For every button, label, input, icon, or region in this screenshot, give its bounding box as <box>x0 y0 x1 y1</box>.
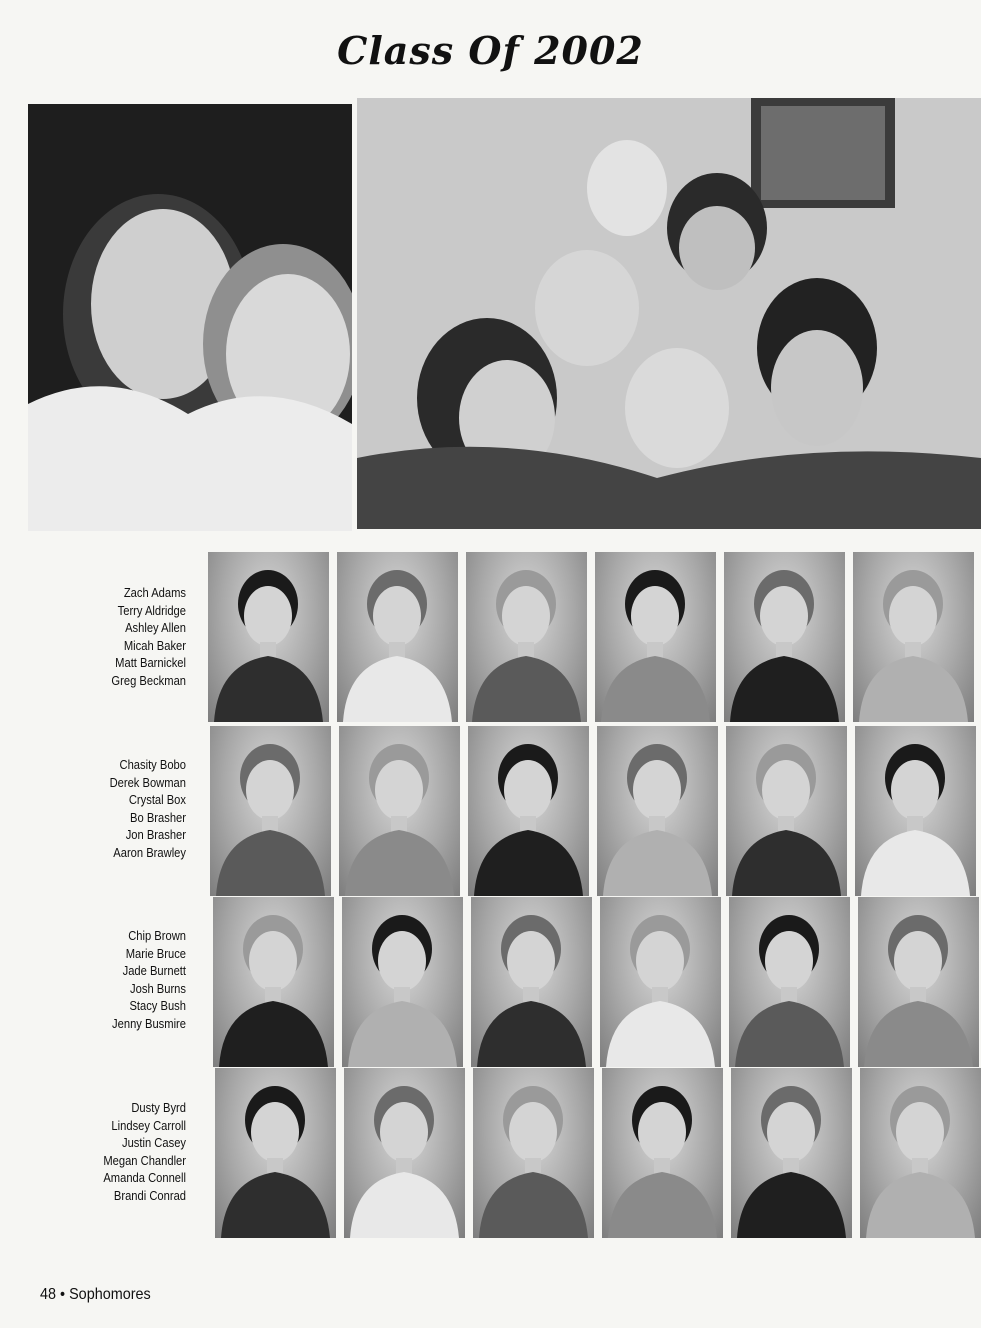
student-portrait <box>208 552 329 722</box>
student-portrait <box>729 897 850 1067</box>
student-portrait <box>342 897 463 1067</box>
student-name: Crystal Box <box>128 792 186 808</box>
student-name: Josh Burns <box>130 980 186 996</box>
names-row-3 <box>78 927 186 1033</box>
student-name: Greg Beckman <box>111 672 186 688</box>
student-name: Derek Bowman <box>109 774 186 790</box>
names-row-2 <box>78 756 186 862</box>
student-name: Jon Brasher <box>125 827 186 843</box>
student-name: Amanda Connell <box>103 1170 186 1186</box>
student-portrait <box>853 552 974 722</box>
student-portrait <box>726 726 847 896</box>
student-name: Chasity Bobo <box>119 757 186 772</box>
student-portrait <box>466 552 587 722</box>
page-footer <box>40 1286 151 1304</box>
student-portrait <box>344 1068 465 1238</box>
page-number: 48 <box>40 1286 57 1303</box>
names-row-4 <box>78 1099 186 1205</box>
student-portrait <box>468 726 589 896</box>
section-name: Sophomores <box>69 1286 151 1303</box>
student-portrait <box>213 897 334 1067</box>
student-name: Zach Adams <box>123 585 186 600</box>
bullet-separator: • <box>60 1286 66 1303</box>
student-portrait <box>602 1068 723 1238</box>
candid-photo-group <box>357 98 981 529</box>
student-name: Jenny Busmire <box>112 1015 186 1031</box>
student-portrait <box>337 552 458 722</box>
student-portrait <box>855 726 976 896</box>
student-name: Chip Brown <box>128 928 186 943</box>
student-name: Bo Brasher <box>130 809 186 825</box>
student-name: Justin Casey <box>121 1135 186 1151</box>
student-portrait <box>600 897 721 1067</box>
student-portrait <box>595 552 716 722</box>
student-name: Micah Baker <box>123 637 186 653</box>
student-name: Ashley Allen <box>125 620 186 636</box>
candid-photo-two-girls <box>28 104 352 531</box>
student-portrait <box>597 726 718 896</box>
student-portrait <box>858 897 979 1067</box>
page-title: Class Of 2002 <box>337 28 644 73</box>
student-portrait <box>731 1068 852 1238</box>
student-portrait <box>724 552 845 722</box>
student-name: Lindsey Carroll <box>111 1117 186 1133</box>
student-name: Terry Aldridge <box>117 602 186 618</box>
student-portrait <box>339 726 460 896</box>
student-name: Brandi Conrad <box>113 1187 186 1203</box>
student-name: Stacy Bush <box>129 998 186 1014</box>
student-portrait <box>210 726 331 896</box>
student-name: Jade Burnett <box>122 963 186 979</box>
student-name: Marie Bruce <box>125 945 186 961</box>
student-portrait <box>473 1068 594 1238</box>
student-portrait <box>471 897 592 1067</box>
student-portrait <box>215 1068 336 1238</box>
student-name: Aaron Brawley <box>113 844 186 860</box>
names-row-1 <box>78 584 186 690</box>
student-name: Dusty Byrd <box>131 1100 186 1115</box>
student-portrait <box>860 1068 981 1238</box>
student-name: Megan Chandler <box>103 1152 186 1168</box>
student-name: Matt Barnickel <box>115 655 186 671</box>
